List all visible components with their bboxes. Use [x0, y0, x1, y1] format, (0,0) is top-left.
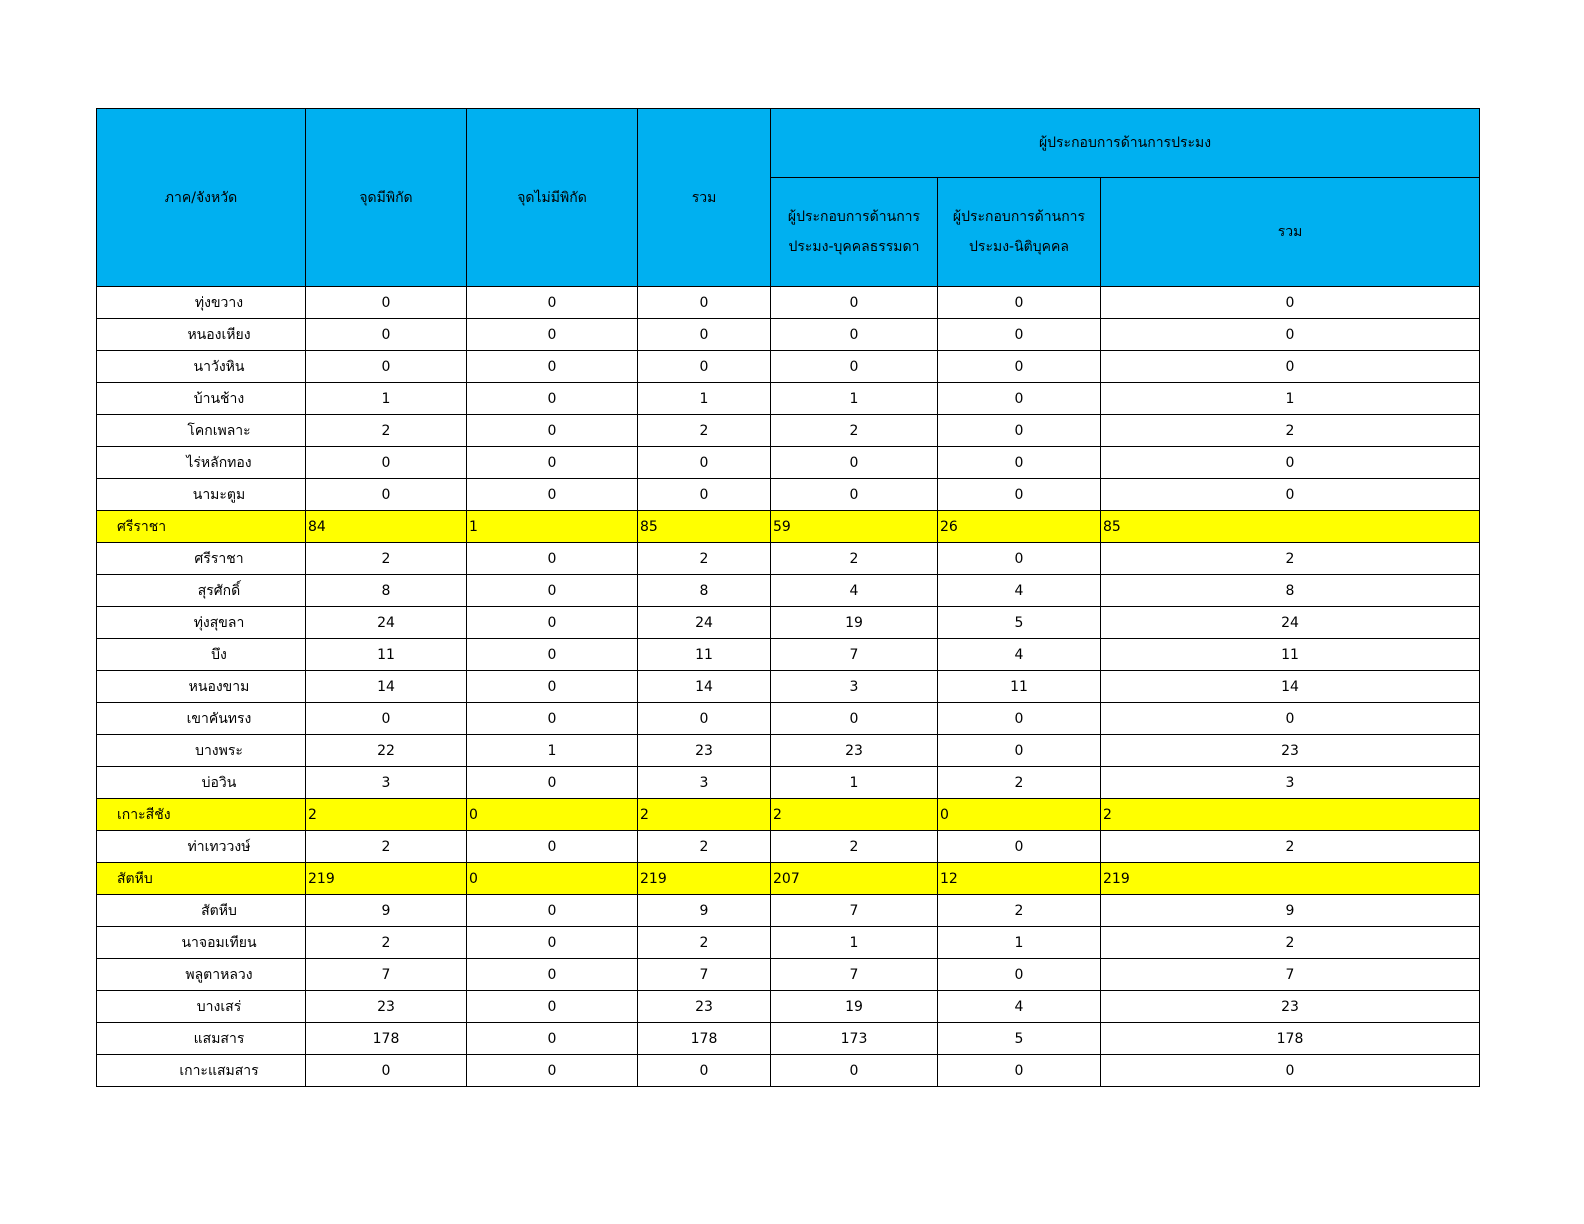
cell-fishery-juristic: 0: [938, 319, 1101, 351]
header-fishery-total: รวม: [1101, 178, 1480, 287]
cell-with-coords: 23: [306, 991, 467, 1023]
cell-with-coords: 0: [306, 703, 467, 735]
cell-without-coords: 0: [467, 575, 638, 607]
cell-with-coords: 8: [306, 575, 467, 607]
cell-fishery-total: 2: [1101, 543, 1480, 575]
cell-without-coords: 0: [467, 543, 638, 575]
table-row: [97, 383, 1480, 415]
table-row: [97, 959, 1480, 991]
cell-fishery-total: 0: [1101, 287, 1480, 319]
cell-without-coords: 0: [467, 671, 638, 703]
cell-fishery-juristic: 2: [938, 767, 1101, 799]
cell-with-coords: 11: [306, 639, 467, 671]
cell-name: ท่าเทววงษ์: [97, 831, 306, 863]
cell-fishery-individual: 0: [771, 287, 938, 319]
cell-fishery-individual: 0: [771, 351, 938, 383]
cell-without-coords: 0: [467, 479, 638, 511]
cell-without-coords: 0: [467, 351, 638, 383]
cell-total: 0: [638, 351, 771, 383]
cell-fishery-juristic: 26: [938, 511, 1101, 543]
cell-fishery-total: 0: [1101, 1055, 1480, 1087]
cell-total: 23: [638, 735, 771, 767]
header-fishery-juristic: ผู้ประกอบการด้านการประมง-นิติบุคคล: [938, 178, 1101, 287]
cell-total: 9: [638, 895, 771, 927]
cell-fishery-individual: 1: [771, 383, 938, 415]
cell-with-coords: 178: [306, 1023, 467, 1055]
cell-fishery-individual: 19: [771, 991, 938, 1023]
cell-fishery-individual: 7: [771, 959, 938, 991]
cell-fishery-juristic: 2: [938, 895, 1101, 927]
cell-fishery-individual: 173: [771, 1023, 938, 1055]
cell-name: หนองขาม: [97, 671, 306, 703]
cell-fishery-total: 7: [1101, 959, 1480, 991]
cell-fishery-individual: 3: [771, 671, 938, 703]
cell-fishery-total: 23: [1101, 991, 1480, 1023]
table-row: [97, 639, 1480, 671]
cell-fishery-total: 3: [1101, 767, 1480, 799]
cell-fishery-juristic: 12: [938, 863, 1101, 895]
table-row: [97, 991, 1480, 1023]
cell-with-coords: 9: [306, 895, 467, 927]
table-row: [97, 927, 1480, 959]
cell-without-coords: 0: [467, 287, 638, 319]
cell-fishery-juristic: 0: [938, 799, 1101, 831]
cell-fishery-juristic: 0: [938, 447, 1101, 479]
cell-name: โคกเพลาะ: [97, 415, 306, 447]
cell-with-coords: 2: [306, 927, 467, 959]
cell-with-coords: 0: [306, 1055, 467, 1087]
cell-with-coords: 7: [306, 959, 467, 991]
cell-fishery-total: 2: [1101, 799, 1480, 831]
cell-total: 219: [638, 863, 771, 895]
cell-name: พลูตาหลวง: [97, 959, 306, 991]
cell-name: แสมสาร: [97, 1023, 306, 1055]
cell-fishery-individual: 207: [771, 863, 938, 895]
cell-without-coords: 0: [467, 991, 638, 1023]
cell-fishery-individual: 0: [771, 479, 938, 511]
table-row-group: [97, 511, 1480, 543]
table-row: [97, 543, 1480, 575]
cell-with-coords: 219: [306, 863, 467, 895]
cell-fishery-juristic: 0: [938, 1055, 1101, 1087]
cell-total: 178: [638, 1023, 771, 1055]
cell-with-coords: 1: [306, 383, 467, 415]
cell-fishery-individual: 0: [771, 703, 938, 735]
cell-fishery-individual: 2: [771, 799, 938, 831]
cell-without-coords: 0: [467, 799, 638, 831]
cell-fishery-total: 24: [1101, 607, 1480, 639]
cell-total: 0: [638, 319, 771, 351]
cell-fishery-juristic: 0: [938, 479, 1101, 511]
cell-without-coords: 0: [467, 1055, 638, 1087]
cell-fishery-individual: 7: [771, 895, 938, 927]
cell-total: 0: [638, 1055, 771, 1087]
cell-without-coords: 0: [467, 415, 638, 447]
cell-with-coords: 22: [306, 735, 467, 767]
cell-fishery-individual: 1: [771, 927, 938, 959]
cell-fishery-total: 2: [1101, 415, 1480, 447]
cell-without-coords: 0: [467, 863, 638, 895]
cell-fishery-total: 1: [1101, 383, 1480, 415]
cell-name: บางพระ: [97, 735, 306, 767]
cell-fishery-total: 0: [1101, 351, 1480, 383]
cell-name: เขาคันทรง: [97, 703, 306, 735]
cell-fishery-individual: 7: [771, 639, 938, 671]
cell-name: เกาะแสมสาร: [97, 1055, 306, 1087]
cell-total: 14: [638, 671, 771, 703]
cell-fishery-total: 14: [1101, 671, 1480, 703]
cell-name: นามะตูม: [97, 479, 306, 511]
cell-fishery-individual: 23: [771, 735, 938, 767]
cell-fishery-juristic: 0: [938, 351, 1101, 383]
cell-total: 2: [638, 831, 771, 863]
cell-fishery-juristic: 0: [938, 831, 1101, 863]
cell-with-coords: 0: [306, 287, 467, 319]
cell-with-coords: 3: [306, 767, 467, 799]
cell-without-coords: 0: [467, 831, 638, 863]
cell-fishery-individual: 2: [771, 543, 938, 575]
cell-without-coords: 0: [467, 383, 638, 415]
table-row: [97, 671, 1480, 703]
cell-total: 8: [638, 575, 771, 607]
cell-fishery-total: 178: [1101, 1023, 1480, 1055]
cell-fishery-total: 9: [1101, 895, 1480, 927]
cell-fishery-individual: 59: [771, 511, 938, 543]
cell-fishery-total: 0: [1101, 703, 1480, 735]
table-row-group: [97, 799, 1480, 831]
cell-name: ทุ่งขวาง: [97, 287, 306, 319]
cell-with-coords: 0: [306, 479, 467, 511]
table-row: [97, 607, 1480, 639]
cell-fishery-total: 0: [1101, 479, 1480, 511]
cell-name: ทุ่งสุขลา: [97, 607, 306, 639]
table-row: [97, 351, 1480, 383]
cell-fishery-individual: 2: [771, 831, 938, 863]
cell-name: บ่อวิน: [97, 767, 306, 799]
cell-fishery-total: 8: [1101, 575, 1480, 607]
cell-total: 85: [638, 511, 771, 543]
cell-total: 0: [638, 479, 771, 511]
cell-fishery-total: 2: [1101, 831, 1480, 863]
table-body: [97, 287, 1480, 1087]
cell-fishery-individual: 4: [771, 575, 938, 607]
cell-total: 2: [638, 927, 771, 959]
cell-total: 2: [638, 415, 771, 447]
cell-fishery-individual: 0: [771, 447, 938, 479]
cell-without-coords: 0: [467, 447, 638, 479]
table-row: [97, 575, 1480, 607]
header-with-coords: จุดมีพิกัด: [306, 109, 467, 287]
fishery-data-table: [96, 108, 1480, 1087]
cell-without-coords: 0: [467, 1023, 638, 1055]
cell-name: สุรศักดิ์: [97, 575, 306, 607]
cell-total: 0: [638, 447, 771, 479]
header-without-coords: จุดไม่มีพิกัด: [467, 109, 638, 287]
cell-fishery-juristic: 5: [938, 1023, 1101, 1055]
cell-without-coords: 0: [467, 319, 638, 351]
cell-fishery-juristic: 0: [938, 383, 1101, 415]
table-row: [97, 767, 1480, 799]
cell-total: 1: [638, 383, 771, 415]
cell-with-coords: 0: [306, 351, 467, 383]
table-row: [97, 703, 1480, 735]
cell-without-coords: 0: [467, 927, 638, 959]
cell-fishery-total: 219: [1101, 863, 1480, 895]
cell-fishery-juristic: 0: [938, 543, 1101, 575]
cell-fishery-juristic: 5: [938, 607, 1101, 639]
cell-with-coords: 0: [306, 447, 467, 479]
cell-name: บางเสร่: [97, 991, 306, 1023]
cell-fishery-juristic: 1: [938, 927, 1101, 959]
cell-fishery-total: 0: [1101, 447, 1480, 479]
cell-fishery-juristic: 4: [938, 575, 1101, 607]
cell-name: ไร่หลักทอง: [97, 447, 306, 479]
table-row: [97, 1055, 1480, 1087]
cell-with-coords: 14: [306, 671, 467, 703]
cell-name: เกาะสีชัง: [97, 799, 306, 831]
cell-with-coords: 84: [306, 511, 467, 543]
cell-without-coords: 0: [467, 703, 638, 735]
header-fishery-group: ผู้ประกอบการด้านการประมง: [771, 109, 1480, 178]
cell-without-coords: 1: [467, 735, 638, 767]
header-fishery-individual: ผู้ประกอบการด้านการประมง-บุคคลธรรมดา: [771, 178, 938, 287]
cell-fishery-juristic: 0: [938, 415, 1101, 447]
cell-total: 2: [638, 799, 771, 831]
cell-fishery-juristic: 11: [938, 671, 1101, 703]
cell-without-coords: 0: [467, 767, 638, 799]
cell-without-coords: 0: [467, 895, 638, 927]
cell-name: หนองเหียง: [97, 319, 306, 351]
cell-fishery-total: 2: [1101, 927, 1480, 959]
cell-fishery-individual: 0: [771, 1055, 938, 1087]
table-row: [97, 415, 1480, 447]
cell-fishery-total: 11: [1101, 639, 1480, 671]
cell-name: นาวังหิน: [97, 351, 306, 383]
cell-with-coords: 2: [306, 799, 467, 831]
cell-with-coords: 2: [306, 543, 467, 575]
cell-total: 11: [638, 639, 771, 671]
cell-without-coords: 1: [467, 511, 638, 543]
cell-name: สัตหีบ: [97, 863, 306, 895]
table-row-group: [97, 863, 1480, 895]
cell-fishery-total: 23: [1101, 735, 1480, 767]
cell-fishery-individual: 2: [771, 415, 938, 447]
cell-fishery-juristic: 0: [938, 703, 1101, 735]
cell-fishery-individual: 1: [771, 767, 938, 799]
cell-fishery-total: 85: [1101, 511, 1480, 543]
cell-without-coords: 0: [467, 959, 638, 991]
cell-name: ศรีราชา: [97, 511, 306, 543]
cell-without-coords: 0: [467, 639, 638, 671]
table-row: [97, 1023, 1480, 1055]
cell-fishery-juristic: 0: [938, 287, 1101, 319]
cell-total: 0: [638, 287, 771, 319]
header-total: รวม: [638, 109, 771, 287]
table-row: [97, 447, 1480, 479]
cell-total: 0: [638, 703, 771, 735]
table-row: [97, 735, 1480, 767]
cell-fishery-juristic: 4: [938, 991, 1101, 1023]
cell-fishery-juristic: 4: [938, 639, 1101, 671]
cell-without-coords: 0: [467, 607, 638, 639]
cell-with-coords: 2: [306, 415, 467, 447]
cell-name: บ้านช้าง: [97, 383, 306, 415]
cell-name: สัตหีบ: [97, 895, 306, 927]
cell-with-coords: 24: [306, 607, 467, 639]
table-row: [97, 895, 1480, 927]
table-row: [97, 831, 1480, 863]
cell-fishery-juristic: 0: [938, 735, 1101, 767]
cell-fishery-individual: 19: [771, 607, 938, 639]
cell-fishery-total: 0: [1101, 319, 1480, 351]
cell-total: 23: [638, 991, 771, 1023]
cell-total: 2: [638, 543, 771, 575]
cell-total: 24: [638, 607, 771, 639]
cell-with-coords: 0: [306, 319, 467, 351]
cell-fishery-juristic: 0: [938, 959, 1101, 991]
cell-name: ศรีราชา: [97, 543, 306, 575]
cell-name: นาจอมเทียน: [97, 927, 306, 959]
header-region-province: ภาค/จังหวัด: [97, 109, 306, 287]
cell-total: 7: [638, 959, 771, 991]
cell-fishery-individual: 0: [771, 319, 938, 351]
table-row: [97, 479, 1480, 511]
cell-name: บึง: [97, 639, 306, 671]
cell-total: 3: [638, 767, 771, 799]
table-row: [97, 319, 1480, 351]
cell-with-coords: 2: [306, 831, 467, 863]
table-row: [97, 287, 1480, 319]
